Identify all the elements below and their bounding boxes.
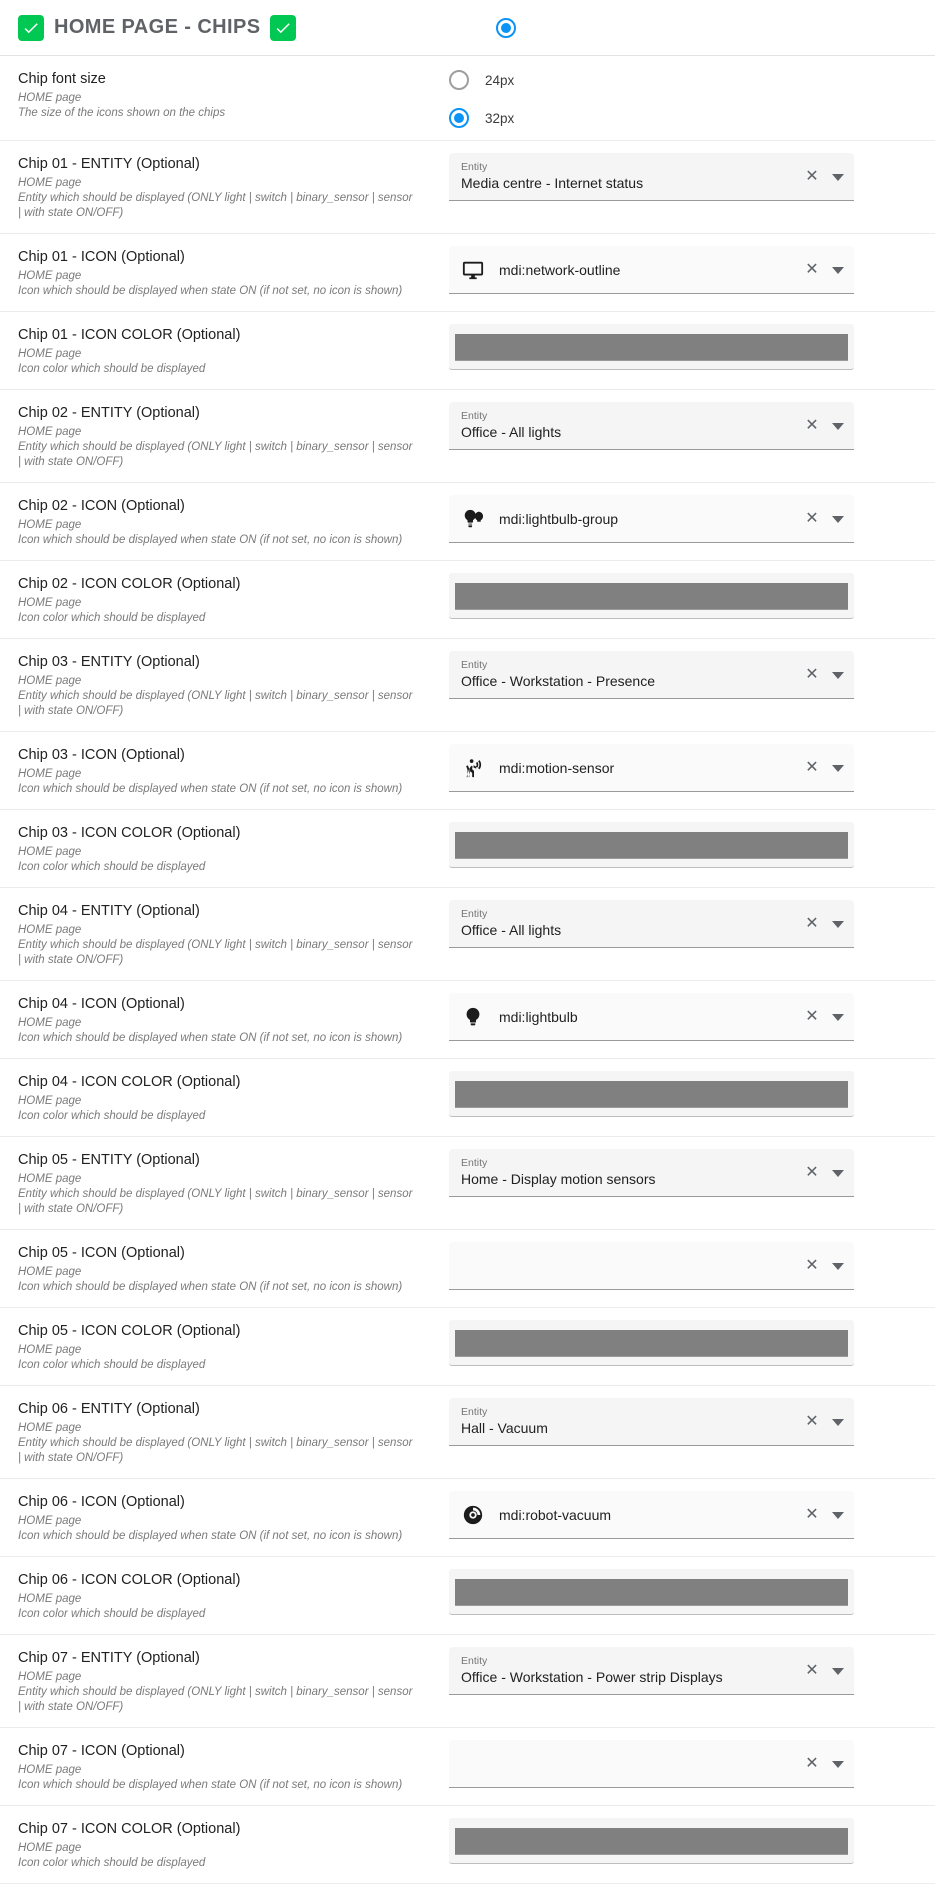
setting-control	[433, 246, 919, 294]
setting-title: Chip 05 - ICON (Optional)	[18, 1245, 185, 1261]
clear-icon[interactable]: ✕	[805, 759, 819, 776]
setting-description: The size of the icons shown on the chips	[18, 107, 226, 119]
setting-page: HOME page	[18, 768, 82, 780]
setting-page: HOME page	[18, 846, 82, 858]
icon-picker-content	[461, 756, 794, 780]
color-picker-field[interactable]	[449, 1071, 854, 1117]
setting-row-chip-06-icon	[0, 1479, 935, 1557]
setting-label-group	[18, 651, 433, 719]
setting-description: Icon color which should be displayed	[18, 612, 206, 624]
setting-label-group	[18, 1320, 433, 1373]
chevron-down-icon[interactable]	[832, 516, 844, 523]
setting-control	[433, 744, 919, 792]
icon-value: mdi:lightbulb	[499, 1008, 578, 1025]
setting-control	[433, 1491, 919, 1539]
setting-row-chip-07-icon-color	[0, 1806, 935, 1884]
setting-page: HOME page	[18, 1266, 82, 1278]
entity-picker-field[interactable]	[449, 402, 854, 450]
field-actions	[802, 1505, 844, 1525]
icon-picker-field[interactable]	[449, 1740, 854, 1788]
field-actions	[802, 509, 844, 529]
radio-24px-label: 24px	[485, 72, 515, 88]
monitor-icon	[461, 258, 485, 282]
chevron-down-icon[interactable]	[832, 1668, 844, 1675]
chevron-down-icon[interactable]	[832, 1170, 844, 1177]
setting-title: Chip 01 - ICON (Optional)	[18, 249, 185, 265]
field-actions	[802, 914, 844, 934]
setting-row-chip-01-icon-color	[0, 312, 935, 390]
setting-row-chip-02-icon	[0, 483, 935, 561]
setting-description: Icon which should be displayed when state ON (if not set, no icon is shown)	[18, 1530, 403, 1542]
color-swatch[interactable]	[455, 1579, 848, 1606]
entity-caption: Entity	[461, 908, 488, 920]
icon-picker-field[interactable]	[449, 495, 854, 543]
chevron-down-icon[interactable]	[832, 1263, 844, 1270]
entity-picker-field[interactable]	[449, 1398, 854, 1446]
setting-control	[433, 402, 919, 450]
setting-label-group	[18, 1491, 433, 1544]
page-header	[0, 0, 935, 56]
icon-value: mdi:lightbulb-group	[499, 510, 619, 527]
color-swatch[interactable]	[455, 583, 848, 610]
setting-row-chip-01-icon	[0, 234, 935, 312]
chevron-down-icon[interactable]	[832, 672, 844, 679]
field-actions	[802, 665, 844, 685]
setting-label-group	[18, 402, 433, 470]
field-actions	[802, 1256, 844, 1276]
icon-picker-content	[461, 1254, 794, 1278]
setting-label-group	[18, 324, 433, 377]
icon-value: mdi:network-outline	[499, 261, 621, 278]
setting-page: HOME page	[18, 426, 82, 438]
font-size-option-32[interactable]	[449, 108, 514, 128]
setting-label-group	[18, 246, 433, 299]
entity-value: Home - Display motion sensors	[461, 1171, 656, 1187]
entity-picker-field[interactable]	[449, 1647, 854, 1695]
clear-icon[interactable]: ✕	[805, 1506, 819, 1523]
icon-picker-content	[461, 258, 794, 282]
setting-row-chip-03-entity	[0, 639, 935, 732]
setting-row-chip-font-size	[0, 56, 935, 141]
icon-picker-field[interactable]	[449, 246, 854, 294]
color-picker-field[interactable]	[449, 1569, 854, 1615]
setting-title: Chip 06 - ENTITY (Optional)	[18, 1401, 200, 1417]
setting-row-chip-06-icon-color	[0, 1557, 935, 1635]
setting-row-chip-07-entity	[0, 1635, 935, 1728]
chevron-down-icon[interactable]	[832, 1761, 844, 1768]
setting-control	[433, 1740, 919, 1788]
setting-row-chip-07-icon	[0, 1728, 935, 1806]
entity-caption: Entity	[461, 1655, 488, 1667]
setting-description: Icon which should be displayed when state ON (if not set, no icon is shown)	[18, 534, 403, 546]
entity-caption: Entity	[461, 659, 488, 671]
chevron-down-icon[interactable]	[832, 1014, 844, 1021]
icon-picker-content	[461, 1005, 794, 1029]
setting-title: Chip 05 - ENTITY (Optional)	[18, 1152, 200, 1168]
setting-description: Icon color which should be displayed	[18, 861, 206, 873]
setting-label-group	[18, 993, 433, 1046]
setting-page: HOME page	[18, 1671, 82, 1683]
setting-control	[433, 900, 919, 948]
chevron-down-icon[interactable]	[832, 765, 844, 772]
color-picker-field[interactable]	[449, 1818, 854, 1864]
entity-value: Office - Workstation - Presence	[461, 673, 655, 689]
color-picker-field[interactable]	[449, 573, 854, 619]
header-radio-wrap	[496, 18, 516, 38]
setting-label-group	[18, 495, 433, 548]
setting-page: HOME page	[18, 1422, 82, 1434]
header-checkbox-right[interactable]	[270, 15, 296, 41]
setting-label-group	[18, 822, 433, 875]
field-actions	[802, 1661, 844, 1681]
setting-row-chip-05-icon-color	[0, 1308, 935, 1386]
clear-icon[interactable]: ✕	[805, 261, 819, 278]
color-picker-field[interactable]	[449, 1320, 854, 1366]
icon-picker-field[interactable]	[449, 744, 854, 792]
field-actions	[802, 260, 844, 280]
radio-32px-label: 32px	[485, 110, 515, 126]
icon-value: mdi:robot-vacuum	[499, 1506, 612, 1523]
entity-picker-text	[461, 1655, 794, 1687]
setting-description: Entity which should be displayed (ONLY light | switch | binary_sensor | sensor | with state ON/OFF)	[18, 441, 413, 468]
chevron-down-icon[interactable]	[832, 921, 844, 928]
color-picker-field[interactable]	[449, 324, 854, 370]
setting-control	[433, 153, 919, 201]
setting-description: Icon color which should be displayed	[18, 363, 206, 375]
clear-icon[interactable]: ✕	[805, 417, 819, 434]
setting-control	[433, 573, 919, 619]
setting-label-group	[18, 1398, 433, 1466]
font-size-radio-group	[449, 68, 514, 128]
font-size-option-24[interactable]	[449, 70, 514, 90]
entity-caption: Entity	[461, 410, 488, 422]
setting-page: HOME page	[18, 1593, 82, 1605]
lightbulb-icon	[461, 1005, 485, 1029]
setting-page: HOME page	[18, 348, 82, 360]
setting-label-group	[18, 1242, 433, 1295]
clear-icon[interactable]: ✕	[805, 1164, 819, 1181]
setting-row-chip-04-icon	[0, 981, 935, 1059]
field-actions	[802, 758, 844, 778]
setting-title: Chip 03 - ENTITY (Optional)	[18, 654, 200, 670]
header-checkbox-left[interactable]	[18, 15, 44, 41]
radio-24px[interactable]	[449, 70, 469, 90]
page-title: HOME PAGE - CHIPS	[54, 16, 261, 38]
setting-label-group	[18, 153, 433, 221]
setting-title: Chip 03 - ICON COLOR (Optional)	[18, 825, 241, 841]
setting-label-group	[18, 744, 433, 797]
icon-picker-content	[461, 1503, 794, 1527]
setting-description: Icon color which should be displayed	[18, 1359, 206, 1371]
setting-page: HOME page	[18, 1764, 82, 1776]
entity-caption: Entity	[461, 161, 488, 173]
setting-title: Chip 01 - ENTITY (Optional)	[18, 156, 200, 172]
setting-title: Chip 06 - ICON COLOR (Optional)	[18, 1572, 241, 1588]
setting-title: Chip 07 - ENTITY (Optional)	[18, 1650, 200, 1666]
clear-icon[interactable]: ✕	[805, 1662, 819, 1679]
icon-picker-field[interactable]	[449, 1242, 854, 1290]
icon-picker-field[interactable]	[449, 993, 854, 1041]
setting-title: Chip 07 - ICON (Optional)	[18, 1743, 185, 1759]
setting-row-chip-05-icon	[0, 1230, 935, 1308]
color-swatch[interactable]	[455, 1330, 848, 1357]
setting-description: Icon which should be displayed when state ON (if not set, no icon is shown)	[18, 1281, 403, 1293]
setting-control	[433, 1149, 919, 1197]
setting-control	[433, 1320, 919, 1366]
clear-icon[interactable]: ✕	[805, 1413, 819, 1430]
setting-page: HOME page	[18, 1515, 82, 1527]
setting-description: Icon color which should be displayed	[18, 1110, 206, 1122]
setting-row-chip-03-icon	[0, 732, 935, 810]
entity-picker-field[interactable]	[449, 900, 854, 948]
setting-description: Icon color which should be displayed	[18, 1857, 206, 1869]
setting-label-group	[18, 1818, 433, 1871]
setting-description: Entity which should be displayed (ONLY light | switch | binary_sensor | sensor | with state ON/OFF)	[18, 690, 413, 717]
setting-page: HOME page	[18, 597, 82, 609]
setting-control	[433, 495, 919, 543]
setting-label-group	[18, 1569, 433, 1622]
chip-settings-list	[0, 141, 935, 1884]
setting-page: HOME page	[18, 1344, 82, 1356]
setting-control	[433, 822, 919, 868]
setting-page: HOME page	[18, 1842, 82, 1854]
setting-page: HOME page	[18, 92, 82, 104]
entity-picker-field[interactable]	[449, 153, 854, 201]
setting-page: HOME page	[18, 675, 82, 687]
setting-title: Chip font size	[18, 71, 106, 87]
field-actions	[802, 1412, 844, 1432]
entity-caption: Entity	[461, 1406, 488, 1418]
lightbulb-group-icon	[461, 507, 485, 531]
setting-title: Chip 02 - ICON (Optional)	[18, 498, 185, 514]
clear-icon[interactable]: ✕	[805, 510, 819, 527]
setting-description: Icon which should be displayed when state ON (if not set, no icon is shown)	[18, 783, 403, 795]
entity-picker-text	[461, 1157, 794, 1189]
setting-control	[433, 1818, 919, 1864]
none	[461, 1752, 485, 1776]
setting-title: Chip 05 - ICON COLOR (Optional)	[18, 1323, 241, 1339]
setting-description: Icon which should be displayed when state ON (if not set, no icon is shown)	[18, 1032, 403, 1044]
setting-title: Chip 04 - ICON (Optional)	[18, 996, 185, 1012]
setting-description: Icon color which should be displayed	[18, 1608, 206, 1620]
setting-description: Entity which should be displayed (ONLY light | switch | binary_sensor | sensor | with state ON/OFF)	[18, 1437, 413, 1464]
field-actions	[802, 416, 844, 436]
setting-description: Icon which should be displayed when state ON (if not set, no icon is shown)	[18, 285, 403, 297]
icon-picker-content	[461, 507, 794, 531]
setting-page: HOME page	[18, 177, 82, 189]
entity-picker-text	[461, 908, 794, 940]
setting-label-group	[18, 1071, 433, 1124]
setting-control	[433, 324, 919, 370]
setting-control	[433, 1071, 919, 1117]
clear-icon[interactable]: ✕	[805, 1755, 819, 1772]
field-actions	[802, 167, 844, 187]
entity-picker-text	[461, 659, 794, 691]
setting-page: HOME page	[18, 1173, 82, 1185]
clear-icon[interactable]: ✕	[805, 1008, 819, 1025]
clear-icon[interactable]: ✕	[805, 666, 819, 683]
setting-page: HOME page	[18, 1095, 82, 1107]
setting-label-group	[18, 573, 433, 626]
setting-title: Chip 04 - ICON COLOR (Optional)	[18, 1074, 241, 1090]
color-swatch[interactable]	[455, 1081, 848, 1108]
field-actions	[802, 1163, 844, 1183]
setting-control	[433, 1398, 919, 1446]
setting-row-chip-04-icon-color	[0, 1059, 935, 1137]
setting-row-chip-02-entity	[0, 390, 935, 483]
entity-value: Media centre - Internet status	[461, 175, 644, 191]
icon-picker-field[interactable]	[449, 1491, 854, 1539]
robot-vacuum-icon	[461, 1503, 485, 1527]
setting-page: HOME page	[18, 519, 82, 531]
setting-description: Entity which should be displayed (ONLY light | switch | binary_sensor | sensor | with state ON/OFF)	[18, 1188, 413, 1215]
clear-icon[interactable]: ✕	[805, 1257, 819, 1274]
setting-title: Chip 03 - ICON (Optional)	[18, 747, 185, 763]
setting-label-group	[18, 68, 433, 121]
setting-title: Chip 06 - ICON (Optional)	[18, 1494, 185, 1510]
setting-description: Entity which should be displayed (ONLY light | switch | binary_sensor | sensor | with state ON/OFF)	[18, 939, 413, 966]
clear-icon[interactable]: ✕	[805, 915, 819, 932]
setting-row-chip-06-entity	[0, 1386, 935, 1479]
setting-row-chip-05-entity	[0, 1137, 935, 1230]
none	[461, 1254, 485, 1278]
field-actions	[802, 1007, 844, 1027]
setting-control	[433, 1569, 919, 1615]
setting-page: HOME page	[18, 1017, 82, 1029]
icon-value: mdi:motion-sensor	[499, 759, 615, 776]
setting-control	[433, 1647, 919, 1695]
entity-picker-text	[461, 1406, 794, 1438]
setting-label-group	[18, 1647, 433, 1715]
entity-value: Office - All lights	[461, 922, 562, 938]
entity-picker-field[interactable]	[449, 1149, 854, 1197]
setting-row-chip-02-icon-color	[0, 561, 935, 639]
setting-control	[433, 651, 919, 699]
setting-title: Chip 04 - ENTITY (Optional)	[18, 903, 200, 919]
entity-picker-field[interactable]	[449, 651, 854, 699]
entity-picker-text	[461, 410, 794, 442]
setting-description: Icon which should be displayed when state ON (if not set, no icon is shown)	[18, 1779, 403, 1791]
entity-picker-text	[461, 161, 794, 193]
setting-label-group	[18, 1740, 433, 1793]
setting-label-group	[18, 1149, 433, 1217]
setting-description: Entity which should be displayed (ONLY light | switch | binary_sensor | sensor | with state ON/OFF)	[18, 192, 413, 219]
chevron-down-icon[interactable]	[832, 1419, 844, 1426]
entity-value: Office - All lights	[461, 424, 562, 440]
motion-sensor-icon	[461, 756, 485, 780]
setting-row-chip-03-icon-color	[0, 810, 935, 888]
setting-page: HOME page	[18, 270, 82, 282]
chevron-down-icon[interactable]	[832, 1512, 844, 1519]
setting-description: Entity which should be displayed (ONLY light | switch | binary_sensor | sensor | with state ON/OFF)	[18, 1686, 413, 1713]
setting-title: Chip 02 - ICON COLOR (Optional)	[18, 576, 241, 592]
setting-label-group	[18, 900, 433, 968]
setting-row-chip-01-entity	[0, 141, 935, 234]
setting-title: Chip 02 - ENTITY (Optional)	[18, 405, 200, 421]
setting-control	[433, 68, 919, 128]
icon-picker-content	[461, 1752, 794, 1776]
entity-value: Hall - Vacuum	[461, 1420, 548, 1436]
field-actions	[802, 1754, 844, 1774]
setting-control	[433, 1242, 919, 1290]
header-radio[interactable]	[496, 18, 516, 38]
color-swatch[interactable]	[455, 334, 848, 361]
chevron-down-icon[interactable]	[832, 267, 844, 274]
chevron-down-icon[interactable]	[832, 174, 844, 181]
color-swatch[interactable]	[455, 1828, 848, 1855]
setting-row-chip-04-entity	[0, 888, 935, 981]
radio-32px[interactable]	[449, 108, 469, 128]
chevron-down-icon[interactable]	[832, 423, 844, 430]
setting-page: HOME page	[18, 924, 82, 936]
setting-title: Chip 01 - ICON COLOR (Optional)	[18, 327, 241, 343]
entity-caption: Entity	[461, 1157, 488, 1169]
entity-value: Office - Workstation - Power strip Displays	[461, 1669, 723, 1685]
setting-title: Chip 07 - ICON COLOR (Optional)	[18, 1821, 241, 1837]
setting-control	[433, 993, 919, 1041]
color-picker-field[interactable]	[449, 822, 854, 868]
color-swatch[interactable]	[455, 832, 848, 859]
clear-icon[interactable]: ✕	[805, 168, 819, 185]
